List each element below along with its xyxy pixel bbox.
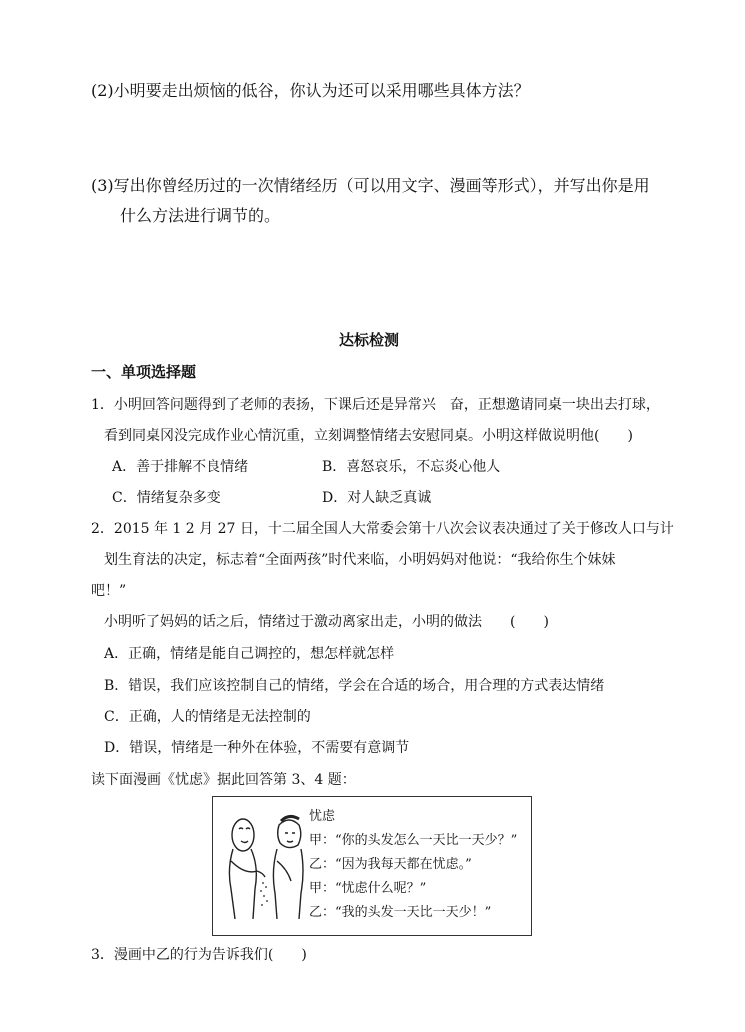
mc1-stem-line-2: 看到同桌冈没完成作业心情沉重，立刻调整情绪去安慰同桌。小明这样做说明他( ) (104, 428, 633, 444)
mc1-option-a: A．善于排解不良情绪 (112, 459, 249, 475)
part-heading: 一、单项选择题 (91, 363, 197, 381)
mc2-option-c: C．正确，人的情绪是无法控制的 (104, 709, 311, 725)
mc2-stem-line-4: 小明听了妈妈的话之后，情绪过于激动离家出走，小明的做法 ( ) (104, 614, 549, 630)
question-2: (2)小明要走出烦恼的低谷，你认为还可以采用哪些具体方法？ (91, 81, 530, 100)
mc2-stem-line-1: 2．2015 年 1 2 月 27 日，十二届全国人大常委会第十八次会议表决通过了关于修改人口与计 (91, 521, 674, 537)
comic-dialogue-2: 乙：“因为我每天都在忧虑。” (309, 857, 472, 872)
comic-figure (212, 796, 532, 936)
mc2-stem-line-3: 吧！” (91, 583, 127, 599)
mc1-option-c: C．情绪复杂多变 (112, 490, 221, 506)
mc1-option-b: B．喜怒哀乐，不忘炎心他人 (322, 459, 501, 475)
mc2-option-b: B．错误，我们应该控制自己的情绪，学会在合适的场合，用合理的方式表达情绪 (104, 678, 605, 694)
mc2-option-d: D．错误，情绪是一种外在体验，不需要有意调节 (104, 740, 410, 756)
comic-dialogue-3: 甲：“忧虑什么呢？” (309, 881, 427, 896)
mc2-stem-line-2: 划生育法的决定，标志着“全面两孩”时代来临，小明妈妈对他说：“我给你生个妹妹 (104, 552, 616, 568)
mc3-stem-line-1: 3．漫画中乙的行为告诉我们( ) (91, 947, 307, 963)
mc1-option-d: D．对人缺乏真诚 (322, 490, 432, 506)
comic-dialogue-4: 乙：“我的头发一天比一天少！” (309, 905, 492, 920)
question-3-line-2: 什么方法进行调节的。 (120, 206, 281, 225)
comic-title: 忧虑 (309, 809, 336, 824)
section-title: 达标检测 (339, 331, 400, 349)
mc2-option-a: A．正确，情绪是能自己调控的，想怎样就怎样 (104, 646, 395, 662)
mc1-stem-line-1: 1．小明回答问题得到了老师的表扬，下课后还是异常兴 奋，正想邀请同桌一块出去打球， (91, 397, 660, 413)
comic-dialogue-1: 甲：“你的头发怎么一天比一天少？” (309, 833, 518, 848)
comic-drawing (219, 801, 307, 931)
comic-intro: 读下面漫画《忧虑》据此回答第 3、4 题： (91, 772, 356, 788)
question-3-line-1: (3)写出你曾经历过的一次情绪经历（可以用文字、漫画等形式），并写出你是用 (91, 176, 650, 195)
